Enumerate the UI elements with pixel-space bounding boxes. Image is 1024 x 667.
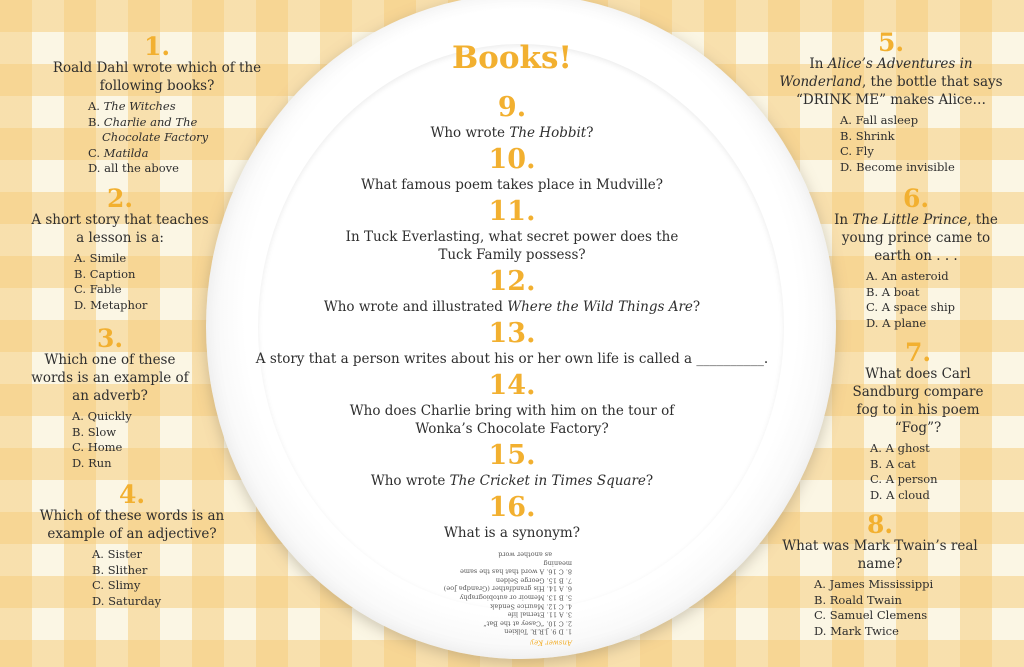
question-6: [834, 186, 998, 331]
options-list: [870, 441, 988, 503]
question-text: Who wrote and illustrated Where the Wild Things Are?: [323, 299, 701, 315]
option: Chocolate Factory: [102, 130, 209, 144]
option: B. Shrink: [840, 128, 895, 143]
option: A. Quickly: [72, 409, 132, 423]
question-text: A story that a person writes about his or her own life is called a __________.: [255, 351, 769, 367]
option: C. Samuel Clemens: [814, 608, 928, 622]
option: C. A space ship: [866, 300, 956, 314]
question-text: A short story that teaches a lesson is a:: [31, 212, 209, 246]
question-11: [330, 198, 694, 264]
question-5: [778, 30, 1004, 175]
question-text: What does Carl Sandburg compare fog to in his poem “Fog”?: [852, 366, 984, 436]
question-text: Who wrote The Cricket in Times Square?: [370, 473, 654, 489]
question-number: 13.: [488, 318, 536, 349]
option: A. A ghost: [870, 441, 930, 455]
question-text: What was Mark Twain’s real name?: [782, 538, 978, 572]
options-list: [840, 113, 1004, 175]
question-text: Who wrote The Hobbit?: [430, 125, 594, 141]
question-3: [30, 326, 190, 471]
question-7: [848, 340, 988, 503]
option: D. Mark Twice: [814, 623, 899, 638]
options-list: [92, 547, 230, 609]
answer-line: as another word: [498, 550, 552, 559]
answer-line: 2. C 10. “Casey at the Bat”: [483, 619, 572, 628]
answer-line: 3. A 11. Eternal life: [507, 610, 572, 619]
option: C. Fly: [840, 144, 874, 158]
question-text: In Alice’s Adventures in Wonderland, the bottle that says “DRINK ME” makes Alice…: [779, 56, 1003, 108]
answer-key-title: Answer Key: [530, 638, 572, 647]
option: D. Become invisible: [840, 159, 955, 174]
question-number: 15.: [488, 440, 536, 471]
answer-line: 1. D 9. J.R.R. Tolkien: [504, 627, 572, 636]
option: C. Fable: [74, 282, 122, 296]
question-4: [34, 482, 230, 609]
question-2: [30, 186, 210, 313]
question-number: 10.: [488, 144, 536, 175]
answer-line: 7. B 15. George Selden: [495, 576, 572, 585]
question-text: Which one of these words is an example of an adverb?: [31, 352, 189, 404]
answer-line: 6. A 14. His grandfather (Grandpa Joe): [443, 584, 572, 593]
option: A. The Witches: [88, 99, 176, 113]
question-number: 1.: [143, 32, 171, 61]
answer-line: 8. C 16. A word that has the same meaning: [459, 559, 572, 576]
option: D. Run: [72, 455, 112, 470]
option: C. Home: [72, 440, 123, 454]
options-list: [72, 409, 190, 471]
option: B. Charlie and The: [88, 114, 198, 129]
question-number: 4.: [118, 480, 146, 509]
option: A. Sister: [92, 547, 142, 561]
question-number: 16.: [488, 492, 536, 523]
question-1: [52, 34, 262, 177]
option: B. Caption: [74, 266, 136, 281]
options-list: [74, 251, 210, 313]
question-number: 7.: [904, 338, 932, 367]
option: C. Matilda: [88, 145, 149, 160]
question-14: [322, 372, 702, 438]
option: D. Saturday: [92, 593, 162, 608]
question-text: In Tuck Everlasting, what secret power does the Tuck Family possess?: [345, 229, 679, 263]
question-number: 6.: [902, 184, 930, 213]
question-text: Who does Charlie bring with him on the tour of Wonka’s Chocolate Factory?: [349, 403, 675, 437]
option: D. A cloud: [870, 487, 930, 502]
option: C. A person: [870, 472, 938, 486]
question-16: [262, 494, 762, 542]
option: A. James Mississippi: [814, 577, 934, 591]
question-8: [762, 512, 998, 639]
option: B. Slow: [72, 424, 117, 439]
option: B. A cat: [870, 456, 916, 471]
option: D. all the above: [88, 161, 179, 175]
question-number: 9.: [497, 92, 527, 123]
question-text: Which of these words is an example of an adjective?: [39, 508, 225, 542]
question-number: 14.: [488, 370, 536, 401]
answer-line: 5. B 13. Memoir or autobiography: [459, 593, 572, 602]
question-12: [262, 268, 762, 316]
option: A. Fall asleep: [840, 113, 919, 127]
option: C. Slimy: [92, 578, 141, 592]
question-15: [262, 442, 762, 490]
option: A. Simile: [74, 251, 127, 265]
options-list: [866, 269, 998, 331]
options-list: [814, 577, 998, 639]
option: D. A plane: [866, 315, 927, 330]
answer-key: [432, 550, 572, 647]
question-number: 2.: [106, 184, 134, 213]
question-number: 5.: [877, 28, 905, 57]
question-number: 12.: [488, 266, 536, 297]
option: D. Metaphor: [74, 297, 148, 312]
option: B. Slither: [92, 562, 148, 577]
question-text: Roald Dahl wrote which of the following books?: [52, 60, 262, 94]
question-number: 11.: [488, 196, 536, 227]
question-text: What famous poem takes place in Mudville?: [360, 177, 664, 193]
question-10: [262, 146, 762, 194]
question-13: [252, 320, 772, 368]
question-number: 3.: [96, 324, 124, 353]
question-text: What is a synonym?: [444, 525, 580, 541]
answer-line: 4. C 12. Maurice Sendak: [490, 602, 572, 611]
question-text: In The Little Prince, the young prince came to earth on . . .: [834, 212, 998, 264]
page-title: Books!: [451, 40, 573, 76]
options-list: [88, 99, 262, 177]
option: B. Roald Twain: [814, 592, 902, 607]
question-9: [262, 94, 762, 142]
option: A. An asteroid: [866, 269, 949, 283]
question-number: 8.: [866, 510, 894, 539]
option: B. A boat: [866, 284, 920, 299]
